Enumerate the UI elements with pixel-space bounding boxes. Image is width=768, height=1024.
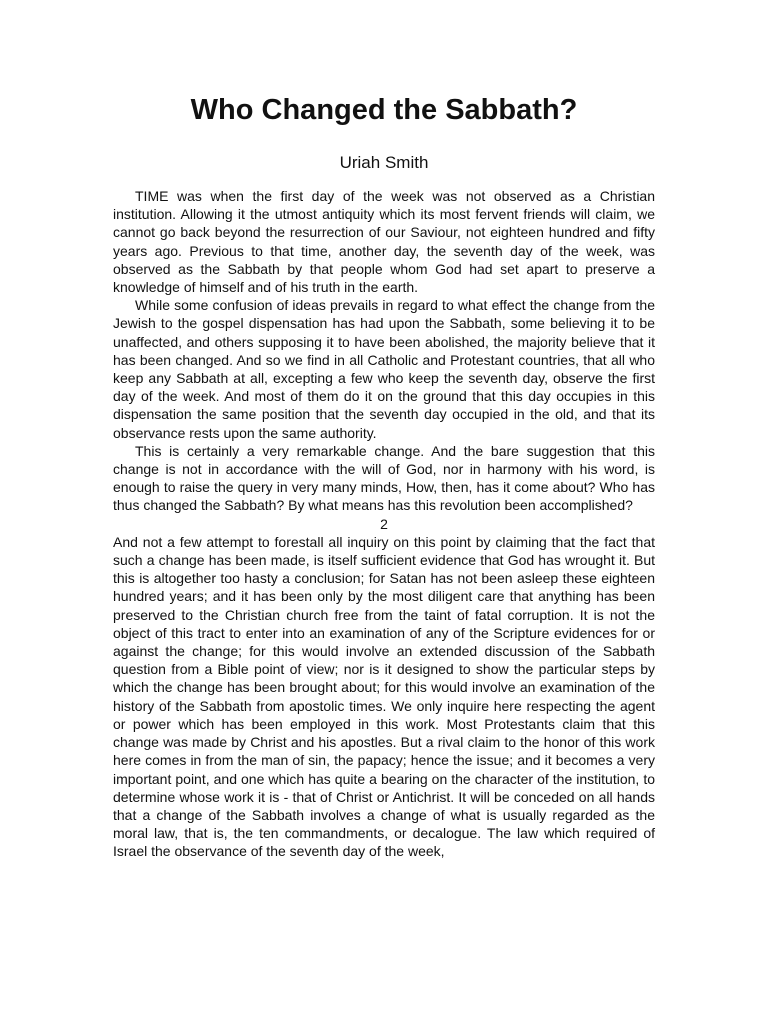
paragraph-continuation: And not a few attempt to forestall all inquiry on this point by claiming that the fact that such a change has been made, is itself sufficient evidence that God has wrought it. But this is altogether too hasty a conclusion; for Satan has not been asleep these eighteen hundred years; and it has been only by the most diligent care that anything has been preserved to the Christian church free from the taint of fatal corruption. It is not the object of this tract to enter into an examination of any of the Scripture evidences for or against the change; for this would involve an extended discussion of the Sabbath question from a Bible point of view; nor is it designed to show the particular steps by which the change has been brought about; for this would involve an examination of the history of the Sabbath from apostolic times. We only inquire here respecting the agent or power which has been employed in this work. Most Protestants claim that this change was made by Christ and his apostles. But a rival claim to the honor of this work here comes in from the man of sin, the papacy; hence the issue; and it becomes a very important point, and one which has quite a bearing on the character of the institution, to determine whose work it is - that of Christ or Antichrist. It will be conceded on all hands that a change of the Sabbath involves a change of what is usually regarded as the moral law, that is, the ten commandments, or decalogue. The law which required of Israel the observance of the seventh day of the week, [113,533,655,860]
author-name: Uriah Smith [339,153,429,172]
paragraph: This is certainly a very remarkable change. And the bare suggestion that this change is not in accordance with the will of God, nor in harmony with his word, is enough to raise the query in very many minds, How, then, has it come about? Who has thus changed the Sabbath? By what means has this revolution been accomplished? [113,442,655,514]
page-title: Who Changed the Sabbath? [190,94,578,126]
paragraph: While some confusion of ideas prevails in regard to what effect the change from the Jewish to the gospel dispensation has had upon the Sabbath, some believing it to be unaffected, and others supposing it to have been abolished, the majority believe that it has been changed. And so we find in all Catholic and Protestant countries, that all who keep any Sabbath at all, excepting a few who keep the seventh day, observe the first day of the week. And most of them do it on the ground that this day occupies in this dispensation the same position that the seventh day occupied in the old, and that its observance rests upon the same authority. [113,297,655,441]
page-number: 2 [380,515,388,532]
paragraph: TIME was when the first day of the week was not observed as a Christian institution. Allowing it the utmost antiquity which its most fervent friends will claim, we cannot go back beyond the resurrection of our Saviour, not eighteen hundred and fifty years ago. Previous to that time, another day, the seventh day of the week, was observed as the Sabbath by that people whom God had set apart to preserve a knowledge of himself and of his truth in the earth. [113,188,655,296]
document-body [113,187,655,861]
